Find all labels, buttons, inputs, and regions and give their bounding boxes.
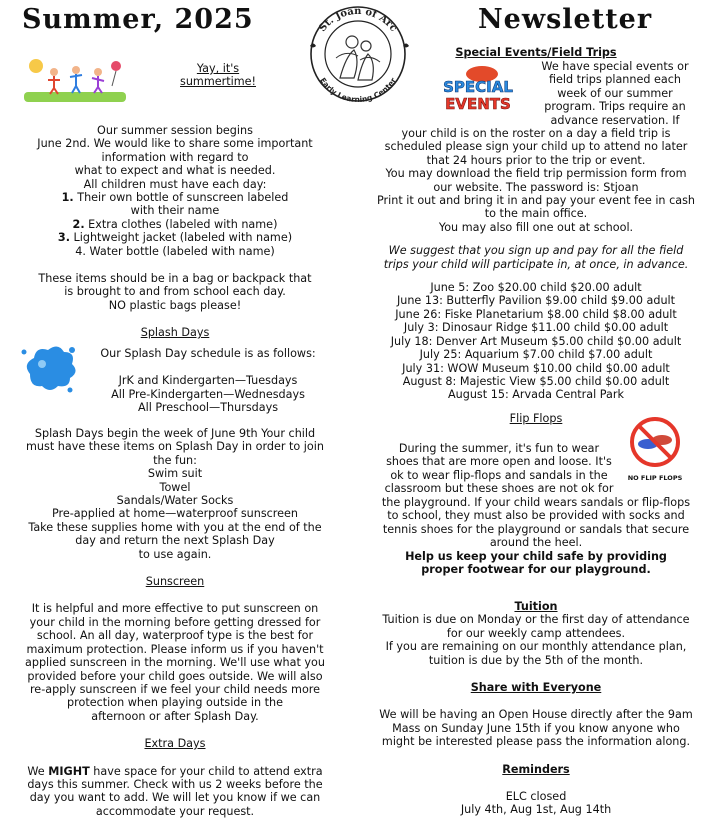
flip-line: the playground. If your child wears sandals or flip-flops — [381, 496, 691, 509]
splash-line: Splash Days begin the week of June 9th Your child — [34, 427, 316, 440]
trip-item: June 26: Fiske Planetarium $8.00 child $8.00 adult — [395, 307, 677, 321]
logo-top-text: St. Joan of Arc — [317, 5, 399, 34]
intro-section — [16, 124, 334, 340]
events-line: advance reservation. If — [550, 113, 680, 127]
sunscreen-line: provided before your child goes outside. We will also — [27, 669, 323, 683]
intro-line: what to expect and what is needed. — [74, 164, 276, 178]
events-line: week of our summer — [557, 86, 673, 100]
events-line: your child is on the roster on a day a field trip is — [401, 127, 671, 140]
newsletter-title-left: Summer, 2025 — [22, 4, 254, 35]
events-line: Print it out and bring it in and pay your event fee in cash — [377, 194, 695, 208]
list-item: 1. Their own bottle of sunscreen labeled — [61, 191, 289, 205]
bag-line: NO plastic bags please! — [108, 298, 242, 312]
no-flip-flops-text: NO FLIP FLOPS — [627, 474, 683, 482]
intro-line: June 2nd. We would like to share some important — [37, 137, 313, 151]
sunscreen-heading: Sunscreen — [145, 575, 205, 589]
extra-line: day you want to add. We will let you know if we can — [29, 791, 321, 805]
flip-flops-section — [364, 496, 708, 576]
events-line: You may also fill one out at school. — [438, 220, 634, 234]
intro-line: information with regard to — [101, 150, 249, 164]
flip-line: During the summer, it's fun to wear — [398, 442, 600, 455]
logo-bottom-text: Early Learning Center — [318, 76, 398, 104]
flip-top-text — [370, 442, 628, 496]
share-line: Mass on Sunday June 15th if you know anyone who — [392, 721, 680, 735]
flip-line: around the heel. — [489, 536, 583, 550]
share-heading: Share with Everyone — [470, 681, 602, 695]
events-line: You may download the field trip permission form from — [385, 167, 687, 181]
schedule-item: JrK and Kindergarten—Tuesdays — [118, 374, 298, 388]
sunscreen-line: maximum protection. Please inform us if you haven't — [26, 642, 324, 656]
schedule-item: All Pre-Kindergarten—Wednesdays — [111, 387, 305, 401]
events-line: scheduled please sign your child up to attend no later — [384, 140, 688, 154]
events-line: program. Trips require an — [544, 100, 686, 114]
events-line: that 24 hours prior to the trip or event. — [426, 153, 646, 167]
trip-item: July 18: Denver Art Museum $5.00 child $0.00 adult — [390, 334, 682, 348]
sunscreen-line: your child in the morning before getting dressed for — [29, 615, 321, 629]
trip-item: July 31: WOW Museum $10.00 child $0.00 adult — [402, 361, 670, 375]
tuition-line: Tuition is due on Monday or the first day of attendance — [382, 613, 690, 627]
splash-line: the fun: — [153, 453, 197, 467]
events-line: our website. The password is: Stjoan — [433, 180, 639, 194]
trip-item: August 15: Arvada Central Park — [448, 388, 624, 402]
intro-line: Our summer session begins — [97, 124, 253, 137]
events-line: field trips planned each — [548, 73, 682, 87]
events-section — [364, 127, 708, 425]
extra-line: days this summer. Check with us 2 weeks before the — [27, 777, 323, 791]
events-heading: Special Events/Field Trips — [455, 46, 617, 59]
suggest-line: trips your child will participate in, at once, in advance. — [383, 257, 689, 271]
flip-line: classroom but these shoes are not ok for — [384, 482, 614, 496]
water-splash-icon — [20, 344, 78, 396]
list-item: 3. Lightweight jacket (labeled with name) — [57, 231, 293, 245]
sunscreen-line: applied sunscreen in the morning. We'll use what you — [25, 656, 325, 670]
intro-line: All children must have each day: — [83, 177, 267, 191]
splash-line: must have these items on Splash Day in order to join — [26, 440, 324, 454]
flip-line: tennis shoes for the playground or sandals that secure — [382, 522, 690, 536]
sunscreen-line: afternoon or after Splash Day. — [91, 709, 259, 723]
flip-bold-line: proper footwear for our playground. — [421, 563, 651, 577]
schedule-intro: Our Splash Day schedule is as follows: — [100, 347, 316, 360]
trip-item: June 5: Zoo $20.00 child $20.00 adult — [430, 281, 642, 295]
tuition-line: for our weekly camp attendees. — [446, 626, 626, 640]
no-flip-flops-icon — [626, 416, 684, 486]
list-item: with their name — [130, 204, 220, 218]
kids-playing-icon — [24, 58, 126, 102]
intro-heading: Yay, it's summertime! — [180, 62, 256, 89]
list-item: 2. Extra clothes (labeled with name) — [72, 217, 278, 231]
suggest-line: We suggest that you sign up and pay for all the field — [388, 244, 684, 258]
share-line: We will be having an Open House directly after the 9am — [379, 708, 693, 722]
extra-days-heading: Extra Days — [144, 737, 206, 751]
flip-line: to school, they must also be provided with socks and — [387, 509, 685, 523]
trip-item: July 3: Dinosaur Ridge $11.00 child $0.00 adult — [403, 321, 669, 335]
splash-line: Swim suit — [147, 467, 203, 481]
bag-line: These items should be in a bag or backpack that — [38, 272, 312, 286]
tuition-line: tuition is due by the 5th of the month. — [428, 653, 644, 667]
splash-line: Take these supplies home with you at the end of the — [28, 520, 322, 534]
share-line: might be interested please pass the information along. — [381, 735, 691, 749]
flip-bold-line: Help us keep your child safe by providing — [405, 549, 667, 563]
svg-text:St. Joan of Arc — [317, 6, 399, 34]
sunscreen-line: protection when playing outside in the — [67, 696, 283, 710]
badge-special-text: SPECIAL — [443, 78, 513, 96]
extra-line: accommodate your request. — [95, 804, 255, 818]
trip-item: June 13: Butterfly Pavilion $9.00 child $9.00 adult — [396, 294, 676, 308]
extra-line: We MIGHT have space for your child to attend extra — [27, 764, 323, 778]
sunscreen-line: re-apply sunscreen if we feel your child needs more — [29, 682, 321, 696]
splash-line: to use again. — [138, 547, 212, 561]
schedule-item: All Preschool—Thursdays — [137, 401, 279, 415]
splash-heading: Splash Days — [140, 326, 210, 340]
sunscreen-line: It is helpful and more effective to put sunscreen on — [31, 602, 319, 616]
trip-item: August 8: Majestic View $5.00 child $0.00 adult — [402, 374, 670, 388]
list-item: 4. Water bottle (labeled with name) — [75, 244, 275, 258]
sunscreen-line: school. An all day, waterproof type is the best for — [36, 629, 314, 643]
flip-flops-heading: Flip Flops — [509, 411, 563, 425]
tuition-section — [364, 600, 708, 817]
tuition-line: If you are remaining on our monthly attendance plan, — [385, 640, 687, 654]
splash-line: Sandals/Water Socks — [116, 494, 234, 508]
splash-line: Towel — [159, 480, 191, 494]
bag-line: is brought to and from school each day. — [64, 285, 286, 299]
trip-item: July 25: Aquarium $7.00 child $7.00 adult — [419, 348, 653, 362]
events-line: to the main office. — [484, 207, 588, 221]
tuition-heading: Tuition — [514, 600, 558, 613]
reminders-heading: Reminders — [502, 762, 570, 776]
events-top-text — [530, 60, 700, 127]
special-events-badge-icon — [426, 64, 530, 112]
flip-line: shoes that are more open and loose. It's — [386, 455, 612, 469]
events-line: We have special events or — [541, 60, 689, 73]
reminder-line: July 4th, Aug 1st, Aug 14th — [460, 803, 612, 817]
flip-line: ok to wear flip-flops and sandals in the — [390, 468, 608, 482]
reminder-line: ELC closed — [505, 790, 567, 804]
splash-section — [16, 427, 334, 818]
splash-line: Pre-applied at home—waterproof sunscreen — [51, 507, 299, 521]
splash-schedule — [86, 347, 330, 415]
splash-line: day and return the next Splash Day — [75, 534, 275, 548]
badge-events-text: EVENTS — [445, 95, 511, 112]
events-heading-wrap — [364, 46, 708, 59]
newsletter-title-right: Newsletter — [478, 4, 653, 35]
